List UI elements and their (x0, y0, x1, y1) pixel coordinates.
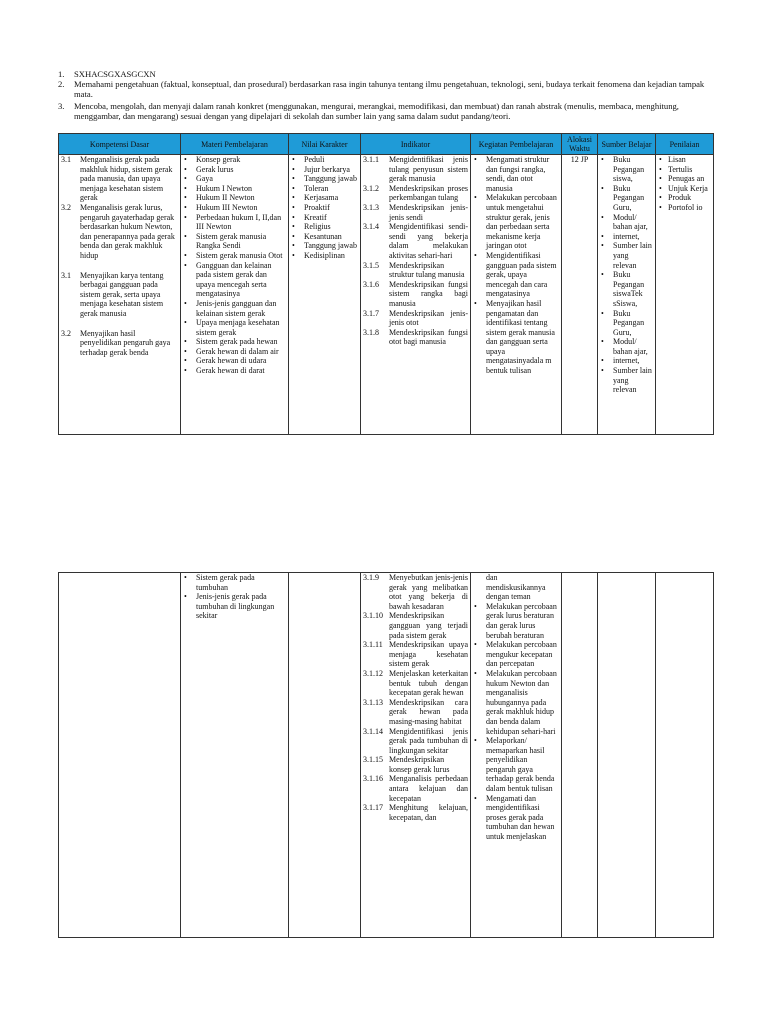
indikator-item (363, 155, 468, 184)
kd-item (61, 203, 178, 261)
kd-item-text: Menganalisis gerak lurus, pengaruh gayaterhadap gerak berdasarkan hukum Newton, dan penerapannya pada gerak benda dan gerak makhluk hidup (80, 202, 175, 260)
indikator-item-text: Mendeskripsikan proses perkembangan tulang (389, 183, 468, 203)
indikator-item-number: 3.1.4 (363, 222, 379, 232)
materi-item: • Gaya (183, 174, 286, 184)
indikator-item-number: 3.1.12 (363, 668, 383, 678)
kegiatan-item: • Melakukan percobaan hukum Newton dan menganalisis hubungannya pada gerak makhluk hidup dan benda dalam kehidupan sehari-hari (473, 669, 559, 736)
kd-item-number: 3.2 (61, 328, 71, 338)
indikator-item (363, 803, 468, 822)
header-sumber-belajar: Sumber Belajar (598, 134, 656, 155)
kd-item-number: 3.1 (61, 270, 71, 280)
cell-kegiatan (471, 573, 562, 938)
header-alokasi-waktu: Alokasi Waktu (562, 134, 598, 155)
cell-kompetensi-dasar (59, 573, 181, 938)
indikator-item (363, 280, 468, 309)
kegiatan-item: • Melakukan percobaan gerak lurus beraturan dan gerak lurus berubah beraturan (473, 602, 559, 640)
penilaian-item: • Portofol io (658, 203, 711, 213)
sumber-item: • Buku Pegangan Guru, (600, 184, 653, 213)
nilai-item: • Peduli (291, 155, 358, 165)
indikator-item (363, 573, 468, 611)
materi-item: • Sistem gerak pada tumbuhan (183, 573, 286, 592)
cell-nilai-karakter (289, 573, 361, 938)
indikator-item-text: Mengidentifikasi jenis tulang penyusun sistem gerak manusia (389, 155, 468, 184)
indikator-item-number: 3.1.6 (363, 279, 379, 289)
indikator-item (363, 640, 468, 669)
indikator-item (363, 261, 468, 280)
materi-item: • Gerak lurus (183, 165, 286, 175)
sumber-item: • Buku Pegangan siswaTek sSiswa, (600, 270, 653, 308)
indikator-item-number: 3.1.2 (363, 183, 379, 193)
materi-item: • Perbedaan hukum I, II,dan III Newton (183, 213, 286, 232)
cell-indikator (361, 573, 471, 938)
penilaian-item: • Penugas an (658, 174, 711, 184)
indikator-item-text: Mendeskripsikan struktur tulang manusia (389, 260, 465, 280)
indikator-item (363, 669, 468, 698)
materi-item: • Gerak hewan di udara (183, 356, 286, 366)
cell-alokasi-waktu (562, 573, 598, 938)
sumber-item: • Modul/ bahan ajar, (600, 213, 653, 232)
indikator-item-number: 3.1.3 (363, 202, 379, 212)
materi-item: • Hukum I Newton (183, 184, 286, 194)
penilaian-item: • Lisan (658, 155, 711, 165)
indikator-item-number: 3.1.9 (363, 573, 379, 582)
penilaian-item: • Produk (658, 193, 711, 203)
cell-kompetensi-dasar (59, 155, 181, 435)
indikator-item (363, 203, 468, 222)
indikator-item (363, 727, 468, 756)
nilai-item: • Tanggung jawab (291, 241, 358, 251)
materi-item: • Hukum II Newton (183, 193, 286, 203)
intro-item (58, 79, 714, 99)
indikator-item-number: 3.1.14 (363, 726, 383, 736)
header-penilaian: Penilaian (656, 134, 714, 155)
sumber-item: • Modul/ bahan ajar, (600, 337, 653, 356)
cell-indikator (361, 155, 471, 435)
indikator-item-text: Mendeskripsikan fungsi sistem rangka bagi manusia (389, 279, 468, 308)
indikator-item-text: Menjelaskan keterkaitan bentuk tubuh dengan kecepatan gerak hewan (389, 668, 468, 698)
kegiatan-item: • Mengidentifikasi gangguan pada sistem gerak, upaya mencegah dan cara mengatasinya (473, 251, 559, 299)
materi-item: • Jenis-jenis gerak pada tumbuhan di lingkungan sekitar (183, 592, 286, 621)
indikator-item-text: Menyebutkan jenis-jenis gerak yang melibatkan otot yang bekerja di bawah kesadaran (389, 573, 468, 611)
indikator-item-number: 3.1.1 (363, 155, 379, 164)
header-materi: Materi Pembelajaran (181, 134, 289, 155)
indikator-item-text: Mendeskripsikan jenis-jenis otot (389, 308, 468, 328)
materi-item: • Gerak hewan di darat (183, 366, 286, 376)
header-indikator: Indikator (361, 134, 471, 155)
nilai-item: • Kreatif (291, 213, 358, 223)
sumber-item: • Buku Pegangan siswa, (600, 155, 653, 184)
nilai-item: • Proaktif (291, 203, 358, 213)
kegiatan-continued-text: dan mendiskusikannya dengan teman (486, 573, 546, 602)
sumber-item: • Buku Pegangan Guru, (600, 309, 653, 338)
cell-alokasi-waktu: 12 JP (562, 155, 598, 435)
intro-item-number: 1. (58, 69, 65, 79)
penilaian-item: • Tertulis (658, 165, 711, 175)
indikator-item-number: 3.1.11 (363, 640, 383, 650)
nilai-item: • Kerjasama (291, 193, 358, 203)
nilai-item: • Religius (291, 222, 358, 232)
kd-item (61, 155, 178, 203)
indikator-item-text: Mendeskripsikan fungsi otot bagi manusia (389, 327, 468, 347)
header-kegiatan: Kegiatan Pembelajaran (471, 134, 562, 155)
materi-item: • Hukum III Newton (183, 203, 286, 213)
indikator-item (363, 184, 468, 203)
indikator-item (363, 774, 468, 803)
materi-item: • Upaya menjaga kesehatan sistem gerak (183, 318, 286, 337)
materi-item: • Jenis-jenis gangguan dan kelainan sistem gerak (183, 299, 286, 318)
sumber-item: • internet, (600, 232, 653, 242)
kegiatan-item: • Melakukan percobaan mengukur kecepatan dan percepatan (473, 640, 559, 669)
intro-item-number: 2. (58, 79, 65, 89)
indikator-item-text: Menghitung kelajuan, kecepatan, dan (389, 803, 468, 822)
cell-sumber-belajar (598, 573, 656, 938)
rpp-table-part-2 (58, 572, 714, 938)
indikator-item-text: Mengidentifikasi sendi-sendi yang bekerja dalam melakukan aktivitas sehari-hari (389, 222, 468, 260)
nilai-item: • Tanggung jawab (291, 174, 358, 184)
intro-item (58, 101, 714, 121)
kd-item (61, 271, 178, 319)
kegiatan-item: • Mengamati dan mengidentifikasi proses gerak pada tumbuhan dan hewan untuk menjelaskan (473, 794, 559, 842)
sumber-item: • Sumber lain yang relevan (600, 366, 653, 395)
kegiatan-item: • Mengamati struktur dan fungsi rangka, sendi, dan otot manusia (473, 155, 559, 193)
indikator-item-number: 3.1.17 (363, 803, 383, 813)
indikator-item (363, 611, 468, 640)
indikator-item (363, 222, 468, 260)
indikator-item-number: 3.1.8 (363, 327, 379, 337)
materi-item: • Sistem gerak manusia Rangka Sendi (183, 232, 286, 251)
intro-item-number: 3. (58, 101, 65, 111)
intro-item-text: Memahami pengetahuan (faktual, konseptual, dan prosedural) berdasarkan rasa ingin tahunya tentang ilmu pengetahuan, teknologi, seni, budaya terkait fenomena dan kejadian tampak mata. (74, 79, 705, 99)
indikator-item-text: Mendeskripsikan gangguan yang terjadi pada sistem gerak (389, 611, 468, 640)
nilai-item: • Kesantunan (291, 232, 358, 242)
cell-kegiatan (471, 155, 562, 435)
indikator-item (363, 309, 468, 328)
indikator-item-text: Mendeskripsikan cara gerak hewan pada masing-masing habitat (389, 697, 468, 726)
indikator-item (363, 698, 468, 727)
cell-sumber-belajar (598, 155, 656, 435)
indikator-item-number: 3.1.7 (363, 308, 379, 318)
nilai-item: • Jujur berkarya (291, 165, 358, 175)
cell-penilaian (656, 573, 714, 938)
kd-item (61, 329, 178, 358)
intro-item-text: Mencoba, mengolah, dan menyaji dalam ranah konkret (menggunakan, mengurai, merangkai, memodifikasi, dan membuat) dan ranah abstrak (menulis, membaca, menghitung, menggambar, dan mengarang) sesuai dengan yang dipelajari di sekolah dan sumber lain yang sama dalam sudut pandang/teori. (74, 101, 679, 121)
indikator-item-number: 3.1.16 (363, 774, 383, 784)
kd-item-number: 3.1 (61, 155, 71, 164)
indikator-item (363, 755, 468, 774)
indikator-item-number: 3.1.13 (363, 697, 383, 707)
kd-item-text: Menganalisis gerak pada makhluk hidup, sistem gerak pada manusia, dan upaya menjaga kesehatan sistem gerak (80, 155, 173, 203)
header-nilai-karakter: Nilai Karakter (289, 134, 361, 155)
indikator-item-text: Mendeskripsikan konsep gerak lurus (389, 755, 450, 774)
nilai-item: • Toleran (291, 184, 358, 194)
intro-item (58, 69, 714, 79)
sumber-item: • internet, (600, 356, 653, 366)
materi-item: • Sistem gerak pada hewan (183, 337, 286, 347)
materi-item: • Sistem gerak manusia Otot (183, 251, 286, 261)
kd-item-number: 3.2 (61, 202, 71, 212)
indikator-item-text: Mengidentifikasi jenis gerak pada tumbuhan di lingkungan sekitar (389, 726, 468, 755)
penilaian-item: • Unjuk Kerja (658, 184, 711, 194)
indikator-item-text: Menganalisis perbedaan antara kelajuan dan kecepatan (389, 774, 468, 803)
cell-penilaian (656, 155, 714, 435)
materi-item: • Gangguan dan kelainan pada sistem gerak dan upaya mencegah serta mengatasinya (183, 261, 286, 299)
cell-nilai-karakter (289, 155, 361, 435)
indikator-item-text: Mendeskripsikan upaya menjaga kesehatan sistem gerak (389, 640, 468, 669)
materi-item: • Konsep gerak (183, 155, 286, 165)
indikator-item-number: 3.1.15 (363, 755, 383, 765)
materi-item: • Gerak hewan di dalam air (183, 347, 286, 357)
kegiatan-item: • Melakukan percobaan untuk mengetahui struktur gerak, jenis dan perbedaan serta mekanisme kerja jaringan otot (473, 193, 559, 251)
kegiatan-item: • Menyajikan hasil pengamatan dan identifikasi tentang sistem gerak manusia dan gangguan serta upaya mengatasinyadala m bentuk tulisan (473, 299, 559, 376)
indikator-item (363, 328, 468, 347)
cell-materi (181, 573, 289, 938)
kd-item-text: Menyajikan karya tentang berbagai gangguan pada sistem gerak, serta upaya menjaga kesehatan sistem gerak manusia (80, 270, 164, 318)
rpp-table-part-1 (58, 133, 714, 435)
kegiatan-item: • Melaporkan/ memaparkan hasil penyelidikan pengaruh gaya terhadap gerak benda dalam bentuk tulisan (473, 736, 559, 794)
nilai-item: • Kedisiplinan (291, 251, 358, 261)
indikator-item-text: Mendeskripsikan jenis-jenis sendi (389, 202, 468, 222)
intro-item-text: SXHACSGXASGCXN (74, 69, 156, 79)
sumber-item: • Sumber lain yang relevan (600, 241, 653, 270)
kd-item-text: Menyajikan hasil penyelidikan pengaruh gaya terhadap gerak benda (80, 328, 171, 357)
indikator-item-number: 3.1.5 (363, 260, 379, 270)
intro-list (58, 69, 714, 121)
indikator-item-number: 3.1.10 (363, 611, 383, 621)
header-kompetensi-dasar: Kompetensi Dasar (59, 134, 181, 155)
cell-materi (181, 155, 289, 435)
